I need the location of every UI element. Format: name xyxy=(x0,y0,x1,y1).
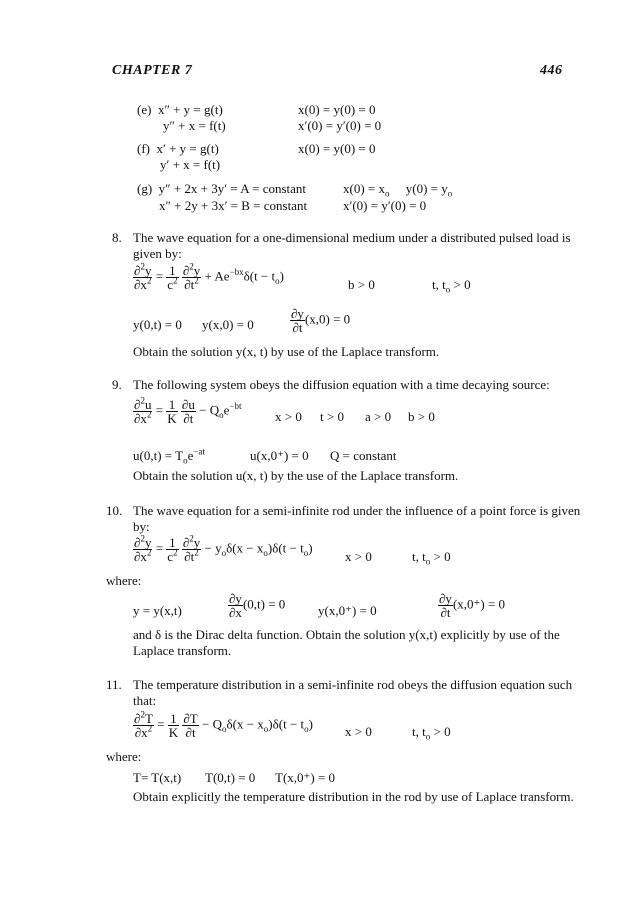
problem-8-text: The wave equation for a one-dimensional medium under a distributed pulsed load is xyxy=(133,230,571,245)
problem-9-cond-1: x > 0 xyxy=(275,409,302,424)
problem-8-bc-2: y(x,0) = 0 xyxy=(202,317,254,332)
problem-8-cond-1: b > 0 xyxy=(348,277,375,292)
label-f: (f) xyxy=(137,141,150,156)
eq-g2: x″ + 2y + 3x′ = B = constant xyxy=(159,198,308,213)
problem-11-where: where: xyxy=(106,749,142,764)
ic-f1: x(0) = y(0) = 0 xyxy=(298,141,376,156)
problem-9-cond-4: b > 0 xyxy=(408,409,435,424)
problem-11-w2: T(0,t) = 0 xyxy=(205,770,256,785)
problem-9-obtain: Obtain the solution u(x, t) by the use of the Laplace transform. xyxy=(133,468,459,483)
problem-10-w4: $\frac{\partial y}{\partial t}$ (x,0⁺) = 0 xyxy=(439,591,506,620)
problem-11-cond-2: t, $t_o > 0$ xyxy=(412,724,451,742)
problem-8-bc-3: $\frac{\partial y}{\partial t}$ (x,0) = 0 xyxy=(291,306,351,335)
problem-8-number: 8. xyxy=(112,230,122,245)
problem-10-text: The wave equation for a semi-infinite rod under the influence of a point force is given xyxy=(133,503,581,518)
problem-8-equation: $\frac{\partial^2y}{\partial x^2}$ = $\frac{1}{c^2}$ $\frac{\partial^2y}{\partial t^2}$ + $Ae^{-bx}\delta(t - t_o)$ xyxy=(134,261,284,292)
problem-10-cond-1: x > 0 xyxy=(345,549,372,564)
problem-11-cond-1: x > 0 xyxy=(345,724,372,739)
chapter-heading: CHAPTER 7 xyxy=(112,63,193,78)
problem-10-w1: y = y(x,t) xyxy=(133,603,182,618)
label-e: (e) xyxy=(137,102,152,117)
problem-10-number: 10. xyxy=(106,503,123,518)
problem-11-number: 11. xyxy=(106,677,122,692)
eq-f1: x′ + y = g(t) xyxy=(156,141,219,156)
problem-10-text-2: by: xyxy=(133,519,150,534)
problem-8-bc-1: y(0,t) = 0 xyxy=(133,317,182,332)
problem-8-cond-2: t, $t_o > 0$ xyxy=(432,277,471,295)
problem-10-w3: y(x,0⁺) = 0 xyxy=(318,603,377,618)
problem-10-and-2: Laplace transform. xyxy=(133,643,232,658)
eq-g1: y″ + 2x + 3y′ = A = constant xyxy=(158,181,307,196)
problem-9-bc-2: u(x,0⁺) = 0 xyxy=(250,448,309,463)
problem-11-text: The temperature distribution in a semi-infinite rod obeys the diffusion equation such xyxy=(133,677,573,692)
problem-9-cond-3: a > 0 xyxy=(365,409,392,424)
problem-11-text-2: that: xyxy=(133,693,157,708)
problem-11-obtain: Obtain explicitly the temperature distribution in the rod by use of Laplace transform. xyxy=(133,789,574,804)
problem-10-w2: $\frac{\partial y}{\partial x}$ (0,t) = 0 xyxy=(229,591,286,620)
problem-9-equation: $\frac{\partial^2u}{\partial x^2}$ = $\frac{1}{K}$ $\frac{\partial u}{\partial t}$ − $Q_oe^{-bt}$ xyxy=(134,395,242,426)
problem-11-w3: T(x,0⁺) = 0 xyxy=(275,770,336,785)
page-number: 446 xyxy=(540,63,563,78)
ic-g1: $x(0) = x_o$ $y(0) = y_o$ xyxy=(343,181,453,199)
eq-e2: y″ + x = f(t) xyxy=(163,118,226,133)
problem-11-w1: T= T(x,t) xyxy=(133,770,182,785)
ic-g2: x′(0) = y′(0) = 0 xyxy=(343,198,427,213)
problem-10-cond-2: t, $t_o > 0$ xyxy=(412,549,451,567)
eq-e1: x″ + y = g(t) xyxy=(157,102,223,117)
problem-10-where: where: xyxy=(106,573,142,588)
problem-9-text: The following system obeys the diffusion equation with a time decaying source: xyxy=(133,377,550,392)
problem-8-text-2: given by: xyxy=(133,246,182,261)
problem-10-equation: $\frac{\partial^2y}{\partial x^2}$ = $\frac{1}{c^2}$ $\frac{\partial^2y}{\partial t^2}$ − $y_o\delta(x - x_o)\delta(t - t_o)$ xyxy=(134,533,313,564)
problem-9-bc-3: Q = constant xyxy=(330,448,397,463)
system-f xyxy=(137,142,219,157)
system-g xyxy=(137,182,306,197)
eq-f2: y′ + x = f(t) xyxy=(160,157,221,172)
ic-e2: x′(0) = y′(0) = 0 xyxy=(298,118,382,133)
problem-11-equation: $\frac{\partial^2T}{\partial x^2}$ = $\frac{1}{K}$ $\frac{\partial T}{\partial t}$ − $Q_o\delta(x - x_o)\delta(t - t_o)$ xyxy=(134,709,313,740)
problem-8-obtain: Obtain the solution y(x, t) by use of the Laplace transform. xyxy=(133,344,440,359)
problem-10-and: and δ is the Dirac delta function. Obtain the solution y(x,t) explicitly by use of the xyxy=(133,627,560,642)
problem-9-bc-1: $u(0,t) = T_oe^{-at}$ xyxy=(133,446,205,466)
label-g: (g) xyxy=(137,181,153,196)
problem-9-cond-2: t > 0 xyxy=(320,409,344,424)
ic-e1: x(0) = y(0) = 0 xyxy=(298,102,376,117)
problem-9-number: 9. xyxy=(112,377,122,392)
system-e xyxy=(137,103,223,118)
